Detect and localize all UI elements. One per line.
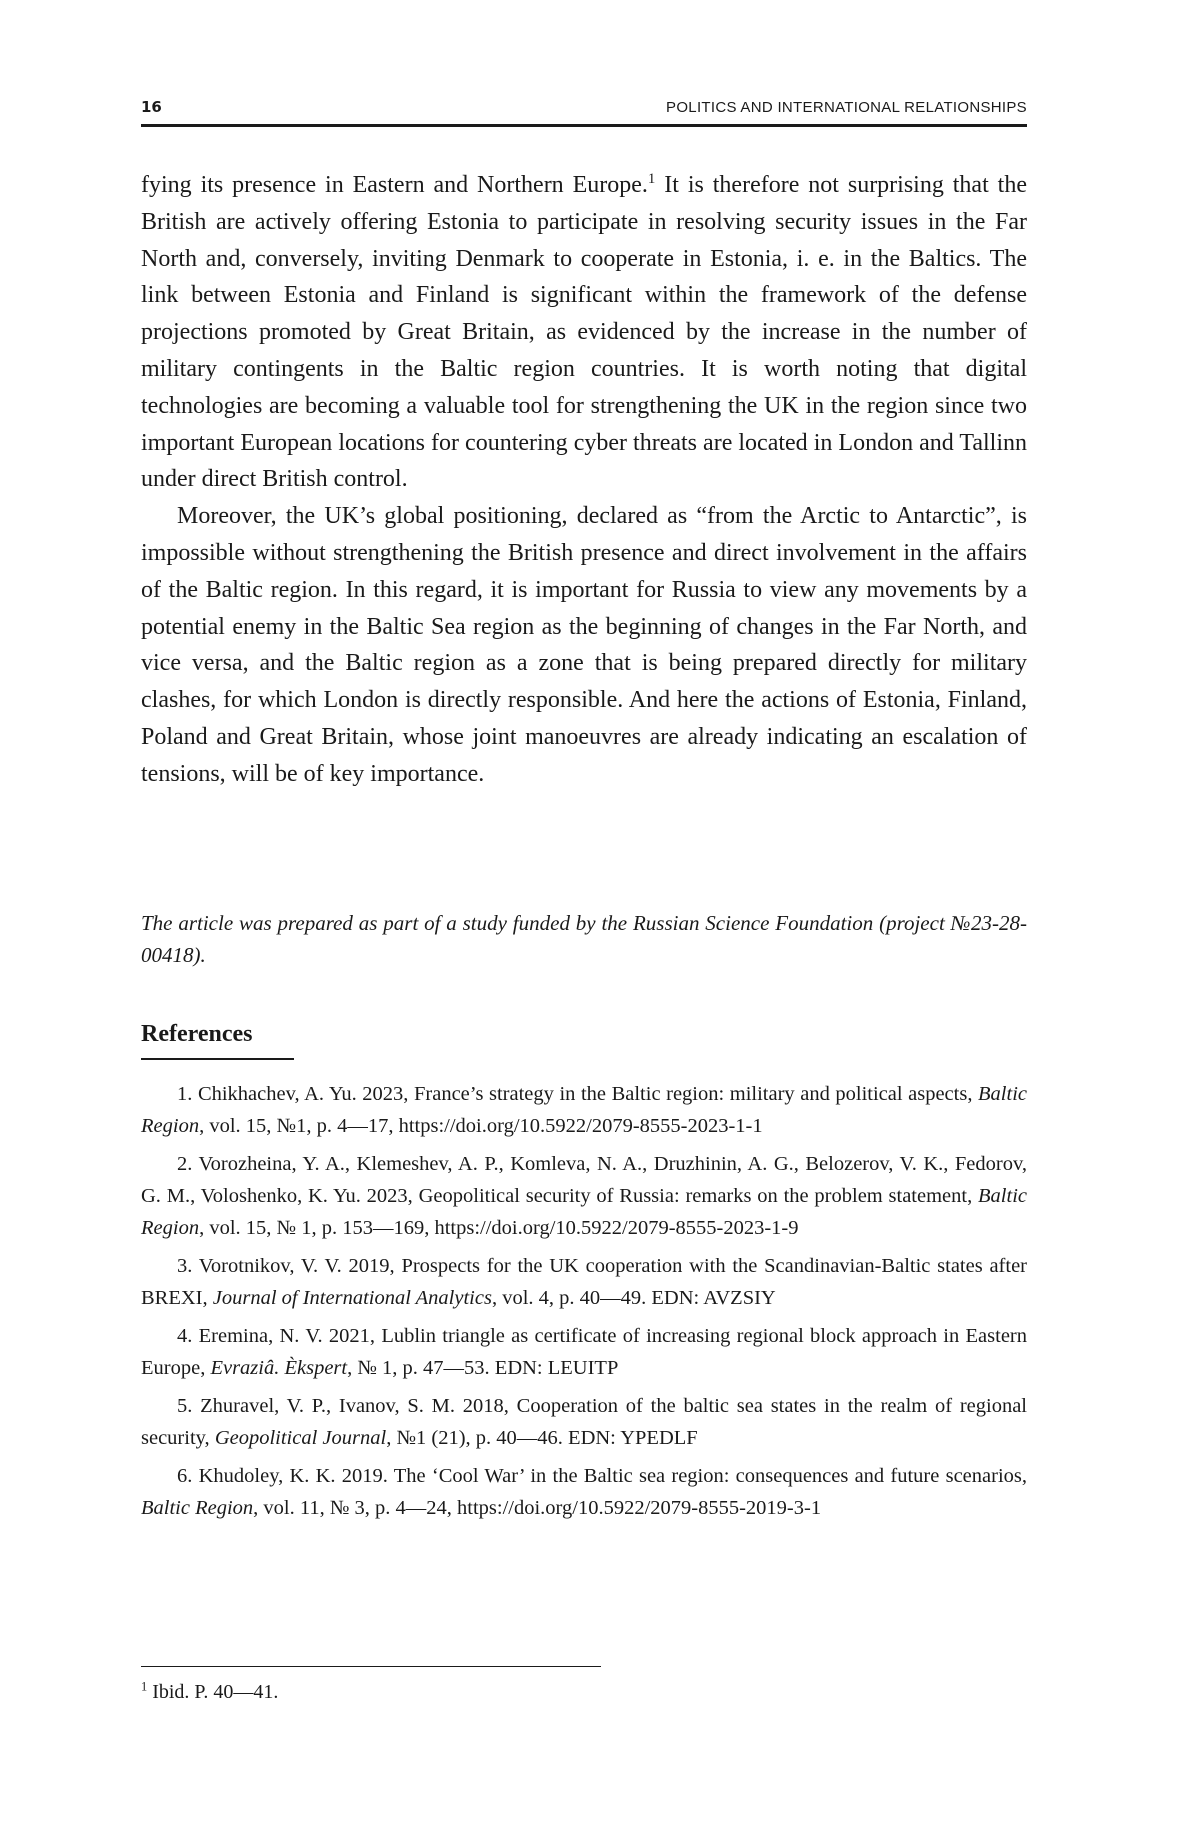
reference-details: , vol. 15, № 1, p. 153—169, https://doi.org/10.5922/2079-8555-2023-1-9 xyxy=(199,1217,799,1239)
reference-venue: Journal of International Analytics xyxy=(212,1287,492,1309)
paragraph-1 xyxy=(141,167,1027,498)
reference-item xyxy=(141,1460,1027,1524)
reference-text: 3. Vorotnikov, V. V. 2019, Prospects for the UK cooperation with the Scandinavian-Baltic states after BREXI, xyxy=(141,1255,1027,1309)
reference-text: 5. Zhuravel, V. P., Ivanov, S. M. 2018, Cooperation of the baltic sea states in the realm of regional security, xyxy=(141,1395,1027,1449)
page-number: 16 xyxy=(141,98,162,116)
footnote-mark: 1 xyxy=(141,1679,148,1694)
reference-item xyxy=(141,1148,1027,1244)
header-rule xyxy=(141,124,1027,127)
reference-item xyxy=(141,1250,1027,1314)
reference-details: , vol. 15, №1, p. 4—17, https://doi.org/10.5922/2079-8555-2023-1-1 xyxy=(199,1115,763,1137)
reference-details: , vol. 11, № 3, p. 4—24, https://doi.org/10.5922/2079-8555-2019-3-1 xyxy=(253,1497,822,1519)
body-text xyxy=(141,167,1027,793)
running-head: POLITICS AND INTERNATIONAL RELATIONSHIPS xyxy=(666,99,1027,116)
page-header xyxy=(141,98,1027,118)
reference-venue: Baltic Region xyxy=(141,1185,1027,1239)
acknowledgement: The article was prepared as part of a study funded by the Russian Science Foundation (project №23-28-00418). xyxy=(141,911,1027,967)
reference-details: , vol. 4, p. 40—49. EDN: AVZSIY xyxy=(491,1287,776,1309)
reference-item xyxy=(141,1390,1027,1454)
reference-item xyxy=(141,1320,1027,1384)
reference-venue: Baltic Region xyxy=(141,1083,1027,1137)
footnote-rule xyxy=(141,1666,601,1667)
reference-venue: Baltic Region xyxy=(141,1497,254,1519)
reference-text: 2. Vorozheina, Y. A., Klemeshev, A. P., Komleva, N. A., Druzhinin, A. G., Belozerov, V. K., Fedorov, G. M., Voloshenko, K. Yu. 2023, Geopolitical security of Russia: remarks on the problem statement, xyxy=(141,1153,1027,1207)
footnote-text: Ibid. P. 40—41. xyxy=(147,1681,279,1703)
footnote xyxy=(141,1681,278,1704)
reference-details: , №1 (21), p. 40—46. EDN: YPEDLF xyxy=(386,1427,698,1449)
reference-venue: Geopolitical Journal xyxy=(214,1427,387,1449)
reference-item xyxy=(141,1078,1027,1142)
reference-details: , № 1, p. 47—53. EDN: LEUITP xyxy=(347,1357,619,1379)
references-heading-underline xyxy=(141,1058,294,1060)
paragraph-1-text-b: It is therefore not surprising that the British are actively offering Estonia to participate in resolving security issues in the Far North and, conversely, inviting Denmark to cooperate in Estonia, i. e. in the Baltics. The link between Estonia and Finland is significant within the framework of the defense projections promoted by Great Britain, as evidenced by the increase in the number of military contingents in the Baltic region countries. It is worth noting that digital technologies are becoming a valuable tool for strengthening the UK in the region since two important European locations for countering cyber threats are located in London and Tallinn under direct British control. xyxy=(141,172,1027,493)
reference-list xyxy=(141,1078,1027,1530)
paragraph-2: Moreover, the UK’s global positioning, declared as “from the Arctic to Antarctic”, is impossible without strengthening the British presence and direct involvement in the affairs of the Baltic region. In this regard, it is important for Russia to view any movements by a potential enemy in the Baltic Sea region as the beginning of changes in the Far North, and vice versa, and the Baltic region as a zone that is being prepared directly for military clashes, for which London is directly responsible. And here the actions of Estonia, Finland, Poland and Great Britain, whose joint manoeuvres are already indicating an escalation of tensions, will be of key importance. xyxy=(141,503,1027,787)
paragraph-1-text-a: fying its presence in Eastern and Northern Europe. xyxy=(141,172,648,198)
reference-venue: Evraziâ. Èkspert xyxy=(210,1357,348,1379)
reference-text: 4. Eremina, N. V. 2021, Lublin triangle as certificate of increasing regional block approach in Eastern Europe, xyxy=(141,1325,1027,1379)
reference-text: 6. Khudoley, K. K. 2019. The ‘Cool War’ in the Baltic sea region: consequences and future scenarios, xyxy=(177,1465,1027,1487)
reference-text: 1. Chikhachev, A. Yu. 2023, France’s strategy in the Baltic region: military and political aspects, xyxy=(177,1083,979,1105)
references-heading: References xyxy=(141,1021,253,1047)
footnote-ref-mark: 1 xyxy=(647,171,656,187)
